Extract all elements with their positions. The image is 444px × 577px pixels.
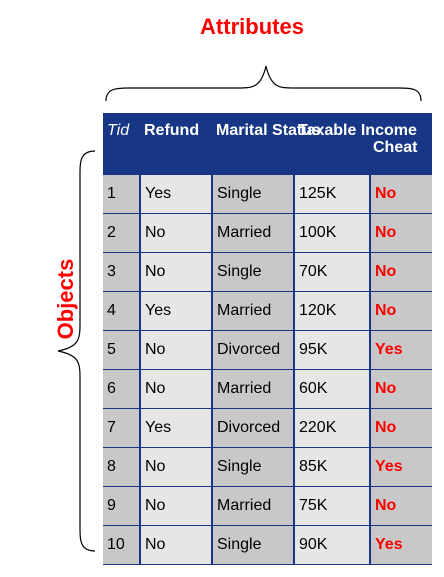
table-row bbox=[103, 175, 432, 213]
cell-cheat: Yes bbox=[371, 526, 432, 564]
data-table bbox=[103, 113, 432, 565]
header-taxable-income-text: Taxable Income bbox=[298, 122, 417, 139]
cell-cheat: No bbox=[371, 487, 432, 525]
cell-cheat: No bbox=[371, 214, 432, 252]
cell-cheat: No bbox=[371, 370, 432, 408]
table-row bbox=[103, 526, 432, 564]
header-tid: Tid bbox=[107, 122, 130, 139]
cell-tid: 7 bbox=[103, 409, 139, 447]
cell-refund: No bbox=[141, 448, 211, 486]
cell-refund: No bbox=[141, 526, 211, 564]
table-row bbox=[103, 253, 432, 291]
cell-taxable-income: 220K bbox=[295, 409, 369, 447]
cell-cheat: No bbox=[371, 253, 432, 291]
attributes-title: Attributes bbox=[200, 14, 304, 39]
cell-cheat: No bbox=[371, 292, 432, 330]
cell-refund: Yes bbox=[141, 175, 211, 213]
cell-cheat: No bbox=[371, 409, 432, 447]
cell-marital-status: Single bbox=[213, 175, 293, 213]
objects-title: Objects bbox=[53, 258, 78, 340]
cell-taxable-income: 120K bbox=[295, 292, 369, 330]
cell-tid: 3 bbox=[103, 253, 139, 291]
cell-taxable-income: 75K bbox=[295, 487, 369, 525]
cell-taxable-income: 100K bbox=[295, 214, 369, 252]
cell-taxable-income: 70K bbox=[295, 253, 369, 291]
cell-cheat: Yes bbox=[371, 448, 432, 486]
cell-marital-status: Married bbox=[213, 370, 293, 408]
cell-tid: 9 bbox=[103, 487, 139, 525]
cell-marital-status: Divorced bbox=[213, 409, 293, 447]
cell-tid: 10 bbox=[103, 526, 139, 564]
cell-tid: 1 bbox=[103, 175, 139, 213]
table-row bbox=[103, 448, 432, 486]
cell-cheat: No bbox=[371, 175, 432, 213]
cell-taxable-income: 125K bbox=[295, 175, 369, 213]
cell-refund: Yes bbox=[141, 292, 211, 330]
cell-cheat: Yes bbox=[371, 331, 432, 369]
cell-refund: No bbox=[141, 370, 211, 408]
cell-refund: No bbox=[141, 214, 211, 252]
cell-taxable-income: 95K bbox=[295, 331, 369, 369]
table-row bbox=[103, 292, 432, 330]
cell-refund: No bbox=[141, 331, 211, 369]
table-row bbox=[103, 370, 432, 408]
cell-marital-status: Single bbox=[213, 253, 293, 291]
header-refund: Refund bbox=[144, 122, 200, 139]
table-body bbox=[103, 175, 432, 565]
cell-tid: 6 bbox=[103, 370, 139, 408]
cell-marital-status: Divorced bbox=[213, 331, 293, 369]
header-cheat: Cheat bbox=[373, 139, 418, 156]
header-marital-status-text: Marital Status bbox=[216, 122, 321, 139]
table-row bbox=[103, 331, 432, 369]
cell-tid: 8 bbox=[103, 448, 139, 486]
cell-marital-status: Single bbox=[213, 526, 293, 564]
cell-refund: Yes bbox=[141, 409, 211, 447]
table-header bbox=[103, 113, 432, 175]
cell-marital-status: Single bbox=[213, 448, 293, 486]
cell-marital-status: Married bbox=[213, 487, 293, 525]
cell-tid: 4 bbox=[103, 292, 139, 330]
cell-refund: No bbox=[141, 253, 211, 291]
cell-tid: 5 bbox=[103, 331, 139, 369]
table-row bbox=[103, 487, 432, 525]
table-row bbox=[103, 214, 432, 252]
cell-taxable-income: 60K bbox=[295, 370, 369, 408]
table-row bbox=[103, 409, 432, 447]
cell-refund: No bbox=[141, 487, 211, 525]
cell-taxable-income: 85K bbox=[295, 448, 369, 486]
cell-marital-status: Married bbox=[213, 214, 293, 252]
cell-marital-status: Married bbox=[213, 292, 293, 330]
cell-tid: 2 bbox=[103, 214, 139, 252]
cell-taxable-income: 90K bbox=[295, 526, 369, 564]
